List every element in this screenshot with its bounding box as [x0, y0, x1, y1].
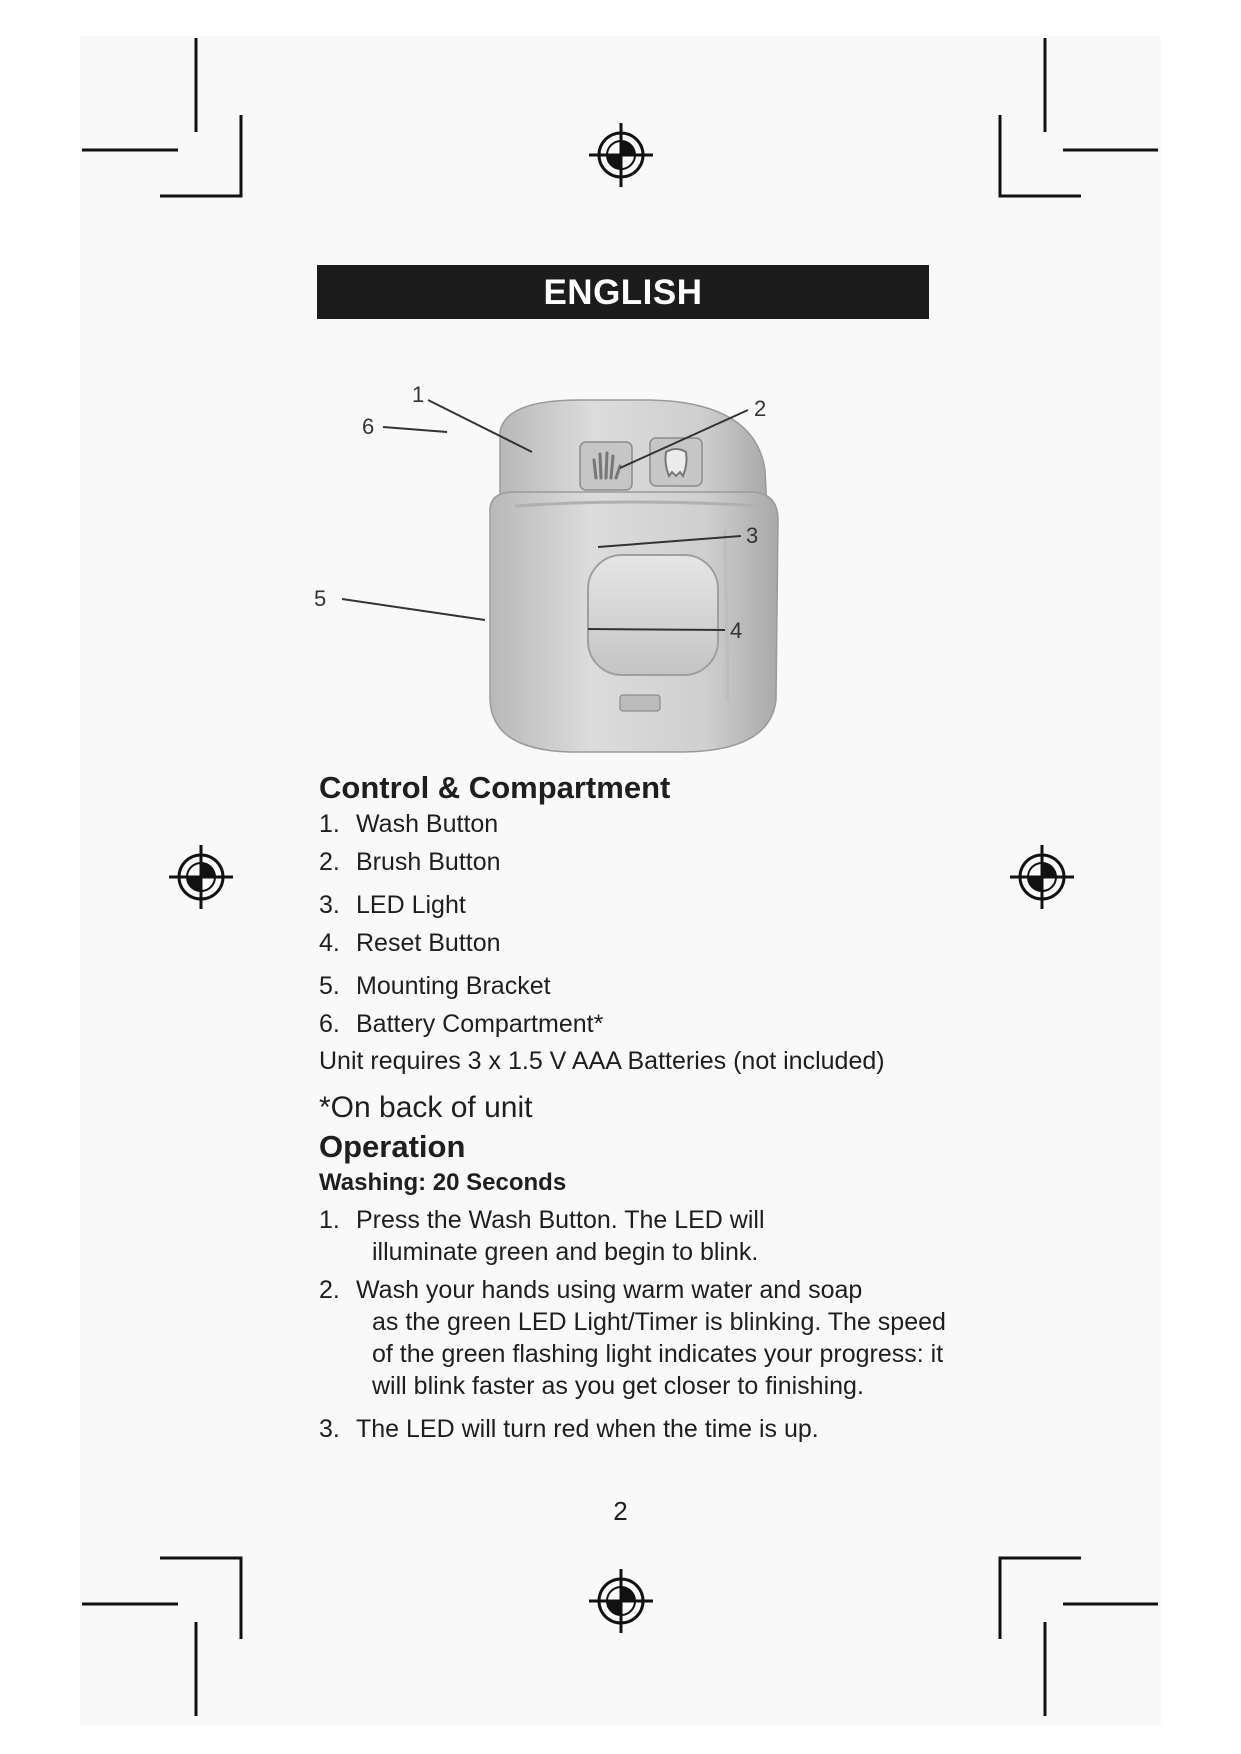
list-item: 3. The LED will turn red when the time is up.: [319, 1415, 819, 1443]
language-header: ENGLISH: [317, 265, 929, 319]
reset-button: [620, 695, 660, 711]
controls-list: [319, 808, 959, 1040]
footnote: *On back of unit: [319, 1091, 533, 1124]
callout-3: 3: [746, 523, 759, 548]
list-item: 2. Brush Button: [319, 848, 501, 876]
led-light: [588, 555, 718, 675]
list-item: 2. Wash your hands using warm water and soap as the green LED Light/Timer is blinking. The speed of the green flashing light indicates your progress: it will blink faster as you get closer to finishing.: [319, 1276, 946, 1400]
operation-steps: [319, 1204, 959, 1445]
page-number: 2: [613, 1496, 628, 1526]
battery-note: Unit requires 3 x 1.5 V AAA Batteries (not included): [319, 1047, 885, 1075]
list-item: 3. LED Light: [319, 891, 466, 919]
registration-target-icon: [1010, 845, 1074, 909]
registration-target-icon: [589, 123, 653, 187]
callout-1: 1: [412, 382, 425, 407]
tooth-icon: [665, 449, 686, 476]
callout-5: 5: [314, 586, 327, 611]
list-item: 1. Press the Wash Button. The LED will illuminate green and begin to blink.: [319, 1206, 765, 1266]
registration-target-icon: [589, 1569, 653, 1633]
operation-subtitle: Washing: 20 Seconds: [319, 1169, 567, 1196]
callout-6: 6: [362, 414, 375, 439]
device-illustration: [314, 380, 870, 760]
callout-4: 4: [730, 618, 743, 643]
list-item: 6. Battery Compartment*: [319, 1010, 604, 1038]
controls-title: Control & Compartment: [319, 770, 671, 805]
callout-2: 2: [754, 396, 767, 421]
list-item: 4. Reset Button: [319, 929, 501, 957]
manual-content: [319, 770, 959, 1445]
registration-target-icon: [169, 845, 233, 909]
list-item: 1. Wash Button: [319, 810, 499, 838]
list-item: 5. Mounting Bracket: [319, 972, 551, 1000]
operation-title: Operation: [319, 1129, 466, 1164]
